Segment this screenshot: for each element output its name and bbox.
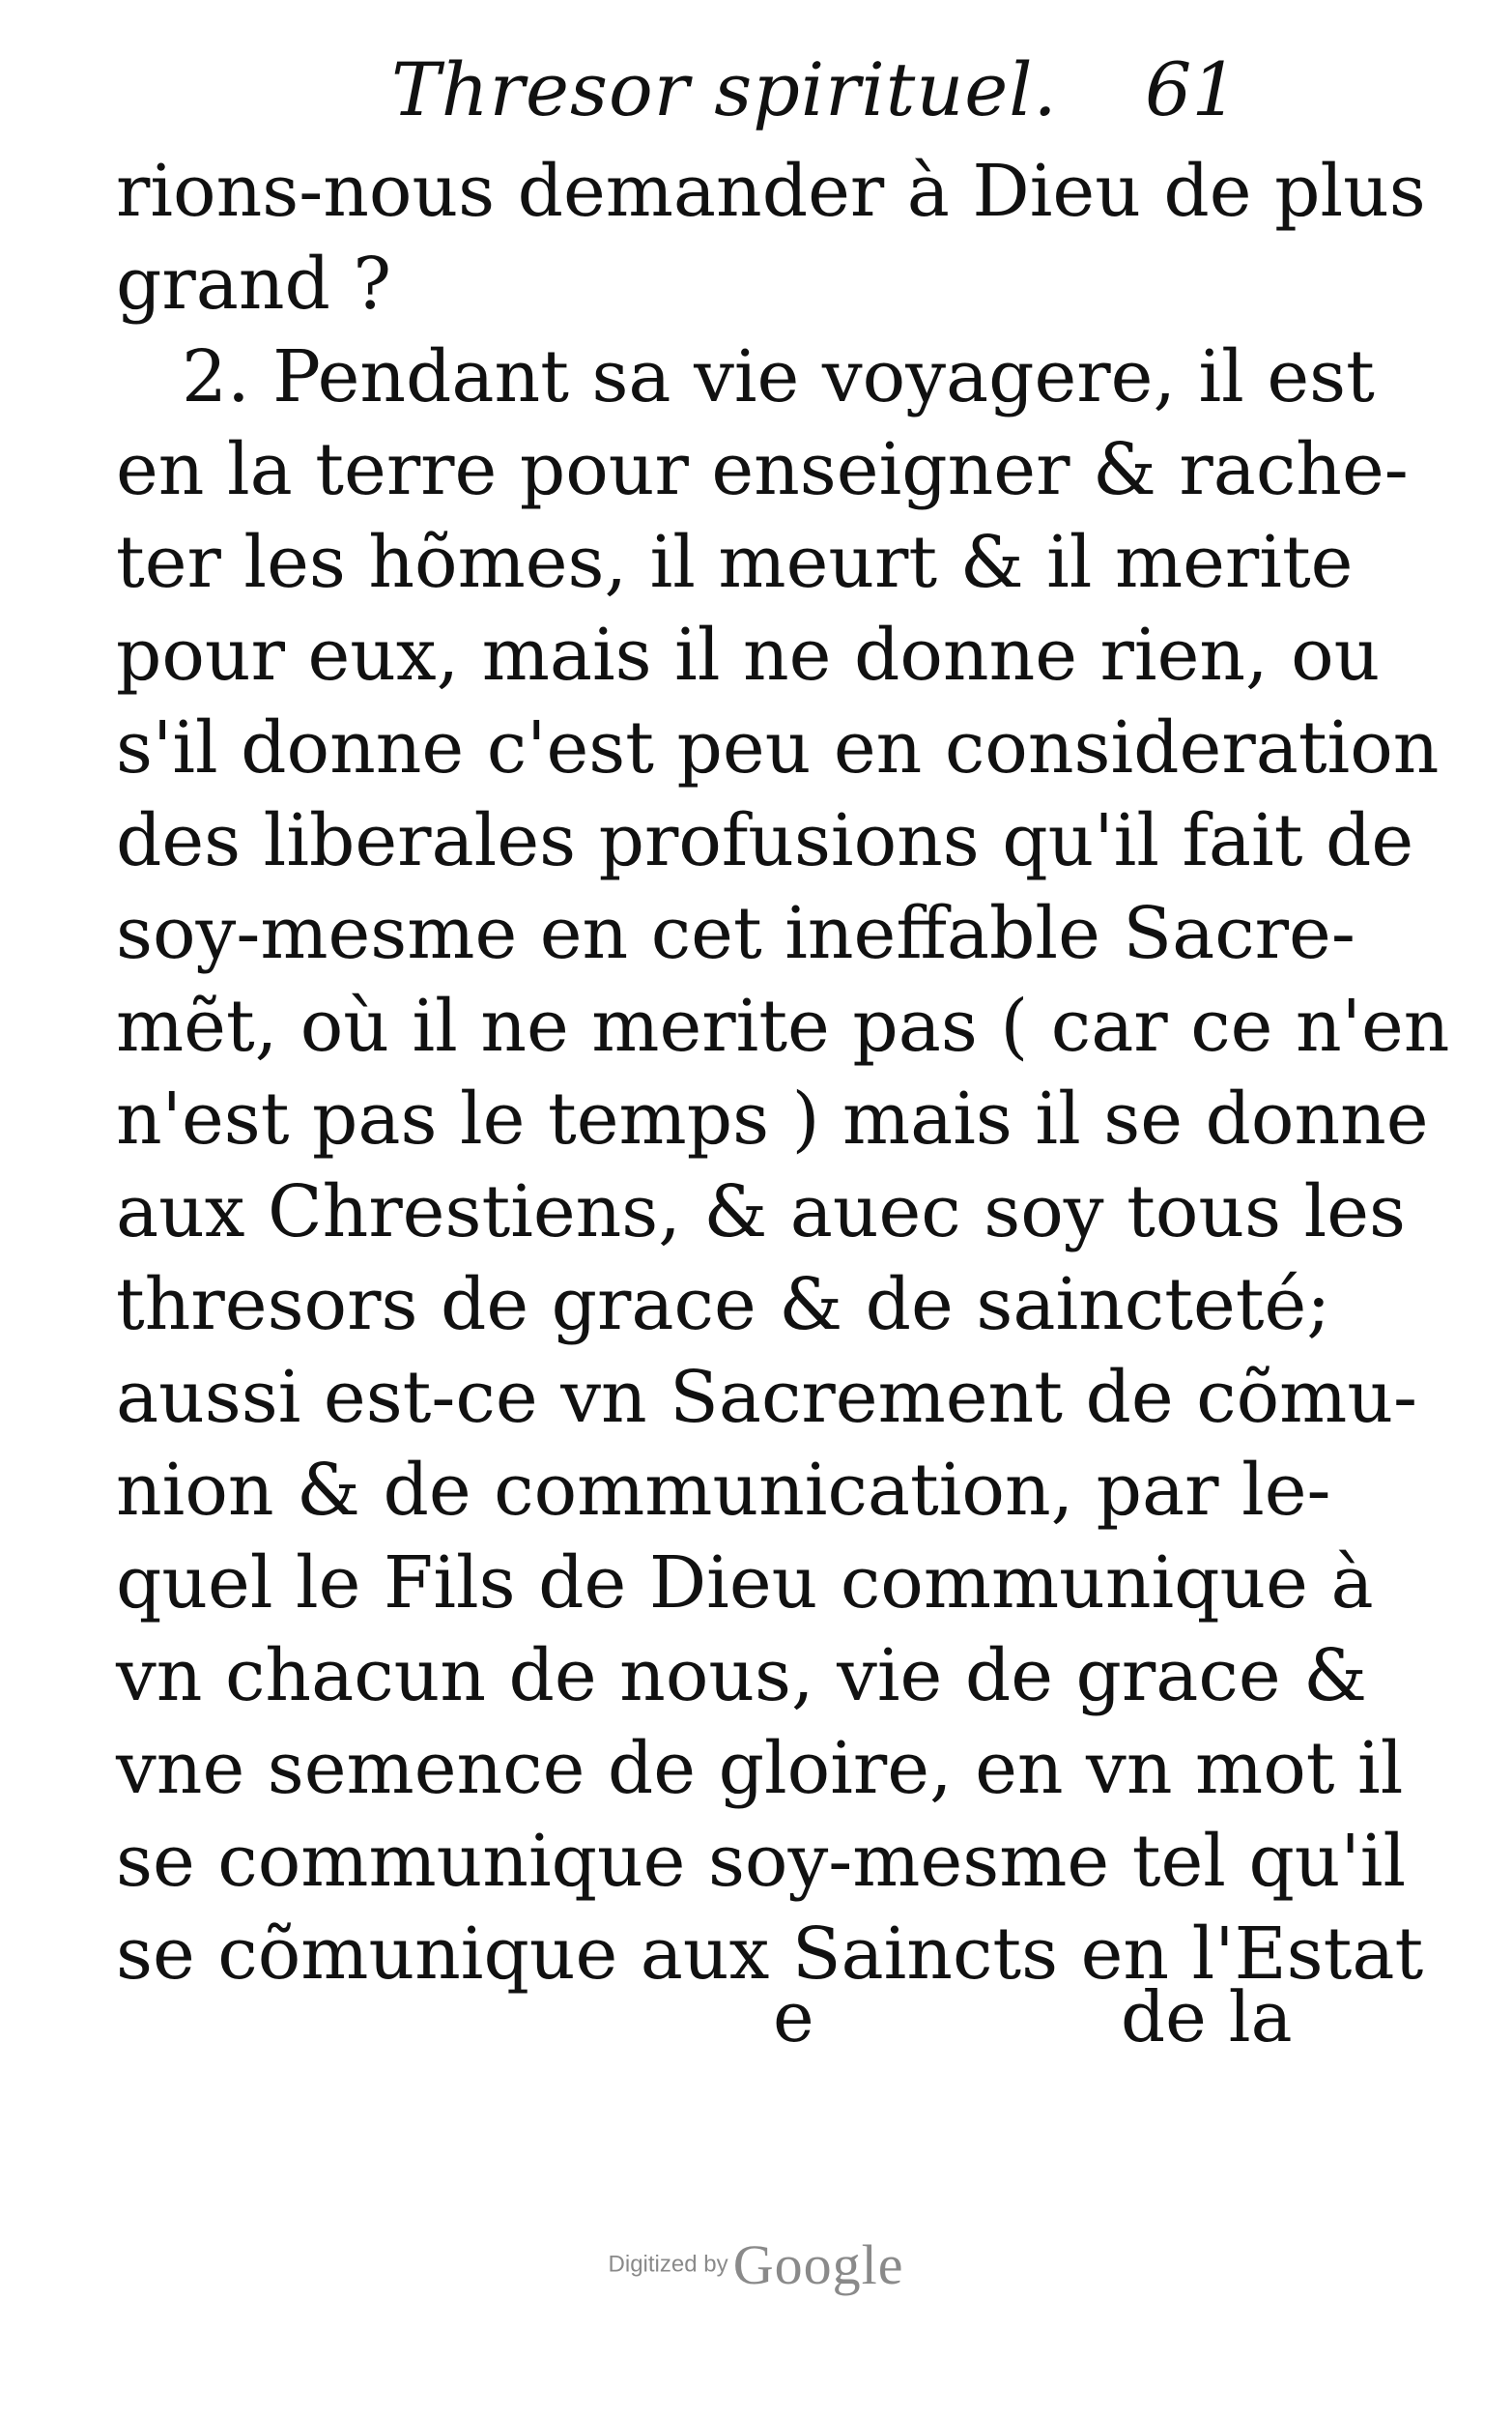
digitization-watermark [0,2232,1512,2297]
text-line: pour eux, mais il ne donne rien, ou [116,614,1381,697]
text-line: aux Chrestiens, & auec soy tous les [116,1170,1406,1253]
signature-mark: e [773,1976,814,2057]
text-line: thresors de grace & de saincteté; [116,1263,1331,1346]
running-title: Thresor spirituel. [391,46,1058,132]
text-line: vn chacun de nous, vie de grace & [116,1634,1368,1717]
text-line: se communique soy-mesme tel qu'il [116,1820,1407,1903]
text-line: aussi est-ce vn Sacrement de cõmu- [116,1356,1417,1439]
text-line: ter les hõmes, il meurt & il merite [116,521,1354,604]
footer-row [116,1976,1293,2083]
text-line: quel le Fils de Dieu communique à [116,1541,1374,1625]
text-line: s'il donne c'est peu en consideration [116,706,1440,790]
text-line: en la terre pour enseigner & rache- [116,428,1409,511]
text-line: nion & de communication, par le- [116,1449,1331,1532]
text-line: des liberales profusions qu'il fait de [116,799,1414,882]
body-text [116,145,1450,2000]
text-line: grand ? [116,243,392,326]
watermark-brand: Google [732,2233,904,2296]
running-head [116,46,1275,153]
watermark-prefix: Digitized by [608,2251,728,2278]
text-line: se cõmunique aux Saincts en l'Estat [116,1913,1424,1996]
page-number: 61 [1145,46,1239,132]
text-line: mẽt, où il ne merite pas ( car ce n'en [116,985,1450,1068]
text-line: vne semence de gloire, en vn mot il [116,1727,1404,1810]
text-line: soy-mesme en cet ineffable Sacre- [116,892,1355,975]
text-line: n'est pas le temps ) mais il se donne [116,1078,1429,1161]
text-line: rions-nous demander à Dieu de plus [116,150,1426,233]
text-line: 2. Pendant sa vie voyagere, il est [182,335,1375,418]
catchword: de la [1121,1976,1293,2057]
